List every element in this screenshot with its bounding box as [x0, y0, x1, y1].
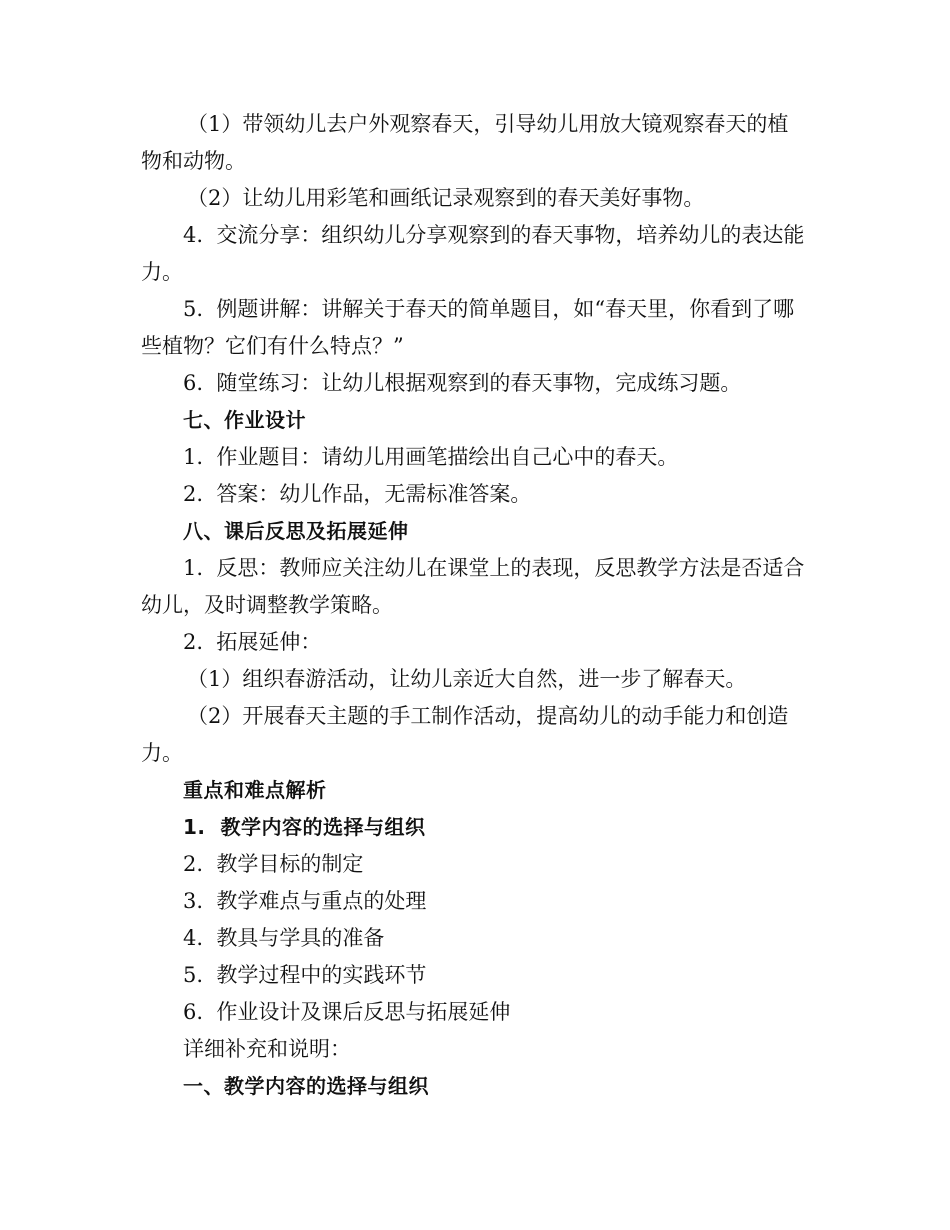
list-item-key-point-5: 5. 教学过程中的实践环节 [183, 963, 427, 987]
list-item-key-point-3: 3. 教学难点与重点的处理 [183, 889, 427, 913]
heading-key-points: 重点和难点解析 [183, 778, 327, 802]
paragraph-step-4: 4. 交流分享：组织幼儿分享观察到的春天事物，培养幼儿的表达能力。 [141, 223, 805, 284]
paragraph-step-5: 5. 例题讲解：讲解关于春天的简单题目，如“春天里，你看到了哪些植物？它们有什么特点？” [141, 297, 795, 358]
paragraph-homework-1: 1. 作业题目：请幼儿用画笔描绘出自己心中的春天。 [183, 445, 679, 469]
heading-reflection: 八、课后反思及拓展延伸 [183, 519, 409, 543]
heading-section-one: 一、教学内容的选择与组织 [183, 1074, 429, 1098]
list-item-key-point-4: 4. 教具与学具的准备 [183, 926, 385, 950]
list-item-key-point-2: 2. 教学目标的制定 [183, 852, 364, 876]
paragraph-reflection-2: 2. 拓展延伸： [183, 630, 322, 654]
paragraph-record-drawings: （2）让幼儿用彩笔和画纸记录观察到的春天美好事物。 [187, 186, 705, 210]
paragraph-step-6: 6. 随堂练习：让幼儿根据观察到的春天事物，完成练习题。 [183, 371, 742, 395]
heading-homework: 七、作业设计 [183, 408, 306, 432]
list-item-key-point-1: 1. 教学内容的选择与组织 [183, 815, 426, 839]
paragraph-details-intro: 详细补充和说明： [183, 1037, 351, 1061]
paragraph-reflection-1: 1. 反思：教师应关注幼儿在课堂上的表现，反思教学方法是否适合幼儿，及时调整教学策略。 [141, 556, 805, 617]
document-page [0, 106, 950, 1105]
list-item-key-point-6: 6. 作业设计及课后反思与拓展延伸 [183, 1000, 511, 1024]
paragraph-extension-2: （2）开展春天主题的手工制作活动，提高幼儿的动手能力和创造力。 [141, 704, 789, 765]
paragraph-observe-outdoors: （1）带领幼儿去户外观察春天，引导幼儿用放大镜观察春天的植物和动物。 [141, 112, 789, 173]
paragraph-homework-2: 2. 答案：幼儿作品，无需标准答案。 [183, 482, 532, 506]
paragraph-extension-1: （1）组织春游活动，让幼儿亲近大自然，进一步了解春天。 [187, 667, 747, 691]
